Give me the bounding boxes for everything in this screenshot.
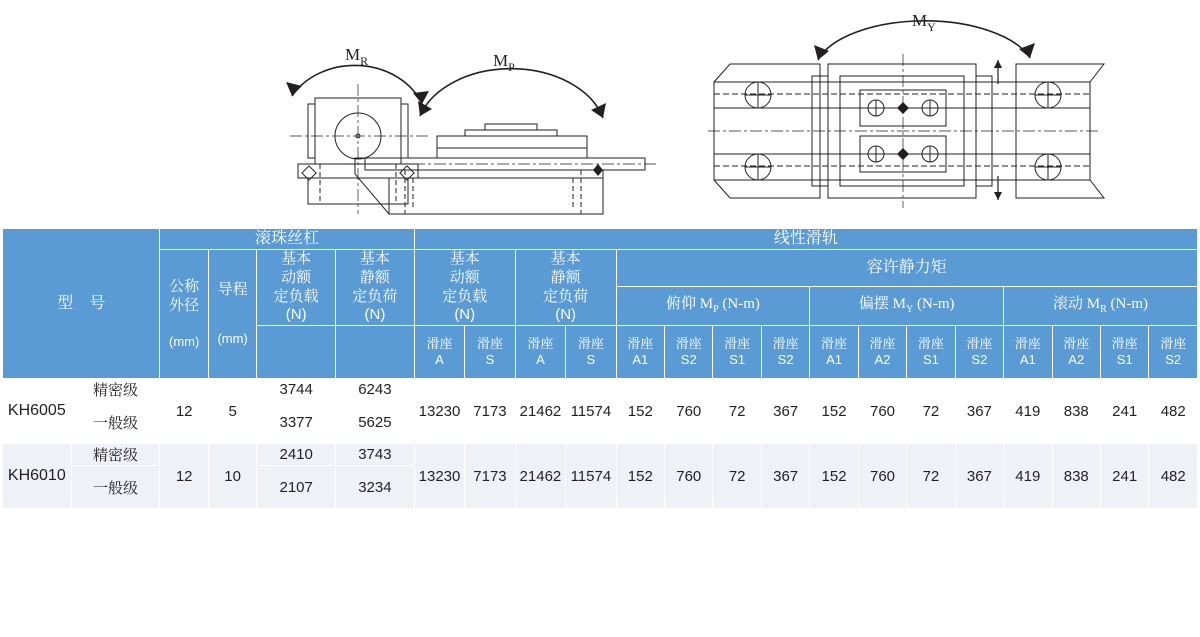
- subheader-13: 滑座 A2: [1052, 326, 1100, 379]
- table-row: [3, 444, 1198, 466]
- header-group-rail: 线性滑轨: [414, 229, 1197, 250]
- row-nominal-dia: 12: [160, 444, 208, 509]
- header-nominal-dia: [160, 250, 208, 379]
- diagram-side-view-pitch: [345, 18, 685, 218]
- row-model: KH6005: [3, 379, 72, 444]
- subheader-0: 滑座 A: [414, 326, 464, 379]
- row-rail-static-s: 11574: [566, 444, 616, 509]
- header-blank-bs-static: [336, 326, 415, 379]
- row-pitch-1: 760: [665, 444, 713, 509]
- subheader-14: 滑座 S1: [1100, 326, 1148, 379]
- row-rail-dynamic-s: 7173: [465, 379, 515, 444]
- row-roll-3: 482: [1149, 444, 1198, 509]
- moment-label-roll: $M_R$: [345, 45, 369, 68]
- row-pitch-2: 72: [713, 444, 761, 509]
- row-yaw-2: 72: [907, 444, 955, 509]
- row-yaw-1: 760: [858, 444, 906, 509]
- row-roll-3: 482: [1149, 379, 1198, 444]
- row-rail-static-a: 21462: [515, 379, 565, 444]
- row-lead: 5: [208, 379, 256, 444]
- subheader-6: 滑座 S1: [713, 326, 761, 379]
- spec-table-wrap: [0, 228, 1200, 509]
- header-pitch: 俯仰 $M_P$ (N-m): [616, 286, 810, 325]
- row-grade: 精密级: [71, 444, 160, 466]
- subheader-10: 滑座 S1: [907, 326, 955, 379]
- row-bs-dynamic: 3377: [257, 401, 336, 444]
- header-model: 型 号: [3, 229, 160, 379]
- subheader-15: 滑座 S2: [1149, 326, 1198, 379]
- row-yaw-1: 760: [858, 379, 906, 444]
- header-rail-static: 基本 静额 定负荷 (N): [515, 250, 616, 326]
- header-nominal-dia-unit: (mm): [169, 333, 200, 349]
- row-rail-dynamic-s: 7173: [465, 444, 515, 509]
- header-nominal-dia-label: 公称 外径: [169, 278, 200, 314]
- subheader-2: 滑座 A: [515, 326, 565, 379]
- row-grade: 一般级: [71, 466, 160, 509]
- row-rail-dynamic-a: 13230: [414, 444, 464, 509]
- header-group-ballscrew: 滚珠丝杠: [160, 229, 414, 250]
- row-rail-dynamic-a: 13230: [414, 379, 464, 444]
- moment-label-yaw: $M_Y$: [912, 11, 936, 34]
- row-yaw-0: 152: [810, 444, 858, 509]
- row-roll-1: 838: [1052, 379, 1100, 444]
- subheader-12: 滑座 A1: [1004, 326, 1052, 379]
- spec-table: [2, 228, 1198, 509]
- subheader-8: 滑座 A1: [810, 326, 858, 379]
- row-rail-static-a: 21462: [515, 444, 565, 509]
- row-bs-static: 5625: [336, 401, 415, 444]
- subheader-4: 滑座 A1: [616, 326, 664, 379]
- subheader-9: 滑座 A2: [858, 326, 906, 379]
- row-pitch-0: 152: [616, 379, 664, 444]
- header-roll: 滚动 $M_R$ (N-m): [1004, 286, 1198, 325]
- row-roll-1: 838: [1052, 444, 1100, 509]
- subheader-3: 滑座 S: [566, 326, 616, 379]
- header-yaw: 偏摆 $M_Y$ (N-m): [810, 286, 1004, 325]
- row-grade: 精密级: [71, 379, 160, 401]
- row-pitch-3: 367: [761, 379, 809, 444]
- row-bs-static: 6243: [336, 379, 415, 401]
- row-bs-dynamic: 3744: [257, 379, 336, 401]
- header-rail-dynamic: 基本 动额 定负载 (N): [414, 250, 515, 326]
- header-blank-bs-dynamic: [257, 326, 336, 379]
- row-roll-0: 419: [1004, 444, 1052, 509]
- subheader-1: 滑座 S: [465, 326, 515, 379]
- row-roll-2: 241: [1100, 444, 1148, 509]
- row-pitch-0: 152: [616, 444, 664, 509]
- row-bs-static: 3743: [336, 444, 415, 466]
- row-rail-static-s: 11574: [566, 379, 616, 444]
- row-bs-static: 3234: [336, 466, 415, 509]
- table-row: [3, 379, 1198, 401]
- row-roll-2: 241: [1100, 379, 1148, 444]
- row-pitch-2: 72: [713, 379, 761, 444]
- row-yaw-3: 367: [955, 444, 1003, 509]
- row-pitch-1: 760: [665, 379, 713, 444]
- header-lead-unit: (mm): [217, 331, 248, 347]
- row-grade: 一般级: [71, 401, 160, 444]
- row-yaw-3: 367: [955, 379, 1003, 444]
- header-static-moment: 容许静力矩: [616, 250, 1197, 287]
- header-lead-label: 导程: [217, 280, 248, 298]
- row-pitch-3: 367: [761, 444, 809, 509]
- row-roll-0: 419: [1004, 379, 1052, 444]
- row-nominal-dia: 12: [160, 379, 208, 444]
- header-lead: [208, 250, 256, 379]
- header-bs-dynamic: 基本 动额 定负载 (N): [257, 250, 336, 326]
- diagram-area: [0, 0, 1200, 228]
- row-yaw-2: 72: [907, 379, 955, 444]
- moment-label-pitch: $M_P$: [493, 51, 515, 74]
- row-lead: 10: [208, 444, 256, 509]
- row-bs-dynamic: 2107: [257, 466, 336, 509]
- header-bs-static: 基本 静额 定负荷 (N): [336, 250, 415, 326]
- subheader-11: 滑座 S2: [955, 326, 1003, 379]
- subheader-5: 滑座 S2: [665, 326, 713, 379]
- row-yaw-0: 152: [810, 379, 858, 444]
- diagram-top-view-yaw: [700, 2, 1120, 220]
- row-bs-dynamic: 2410: [257, 444, 336, 466]
- subheader-7: 滑座 S2: [761, 326, 809, 379]
- row-model: KH6010: [3, 444, 72, 509]
